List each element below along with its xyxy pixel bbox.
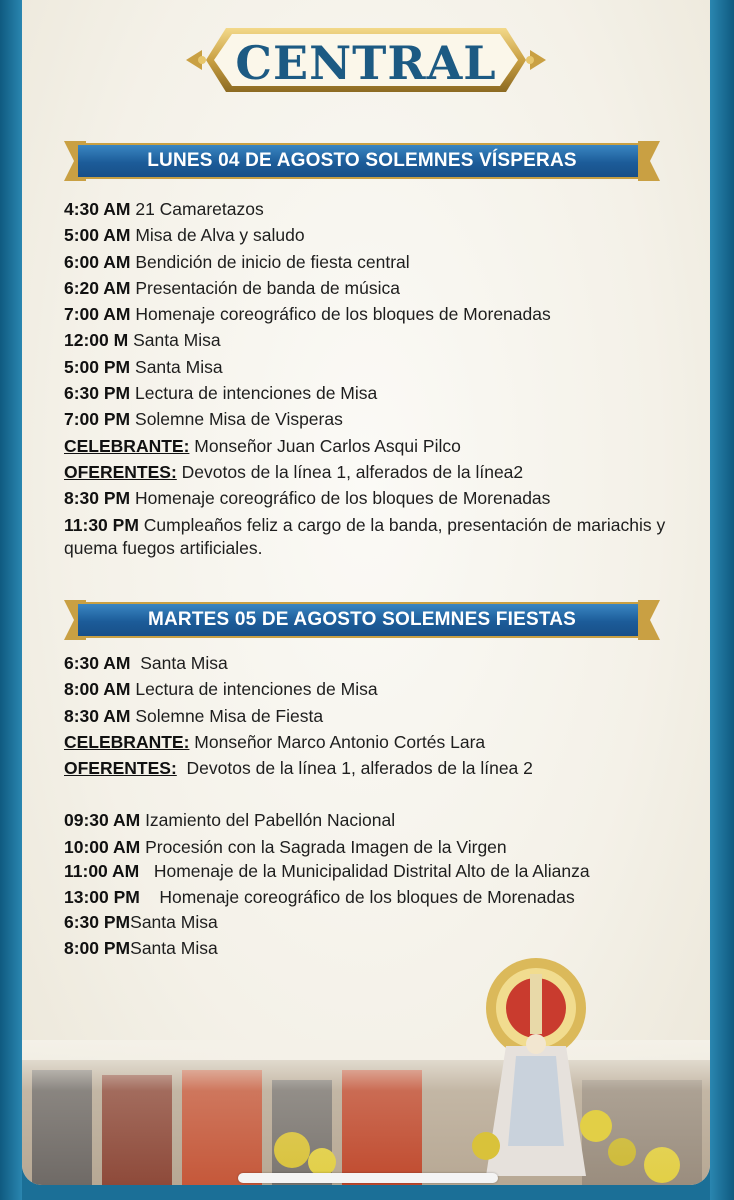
event-time: 5:00 AM — [64, 225, 131, 246]
event-text: Homenaje coreográfico de los bloques de Morenadas — [159, 887, 575, 908]
celebrant-name: Monseñor Marco Antonio Cortés Lara — [194, 731, 486, 752]
list-item — [64, 703, 674, 729]
celebrant-name: Monseñor Juan Carlos Asqui Pilco — [194, 435, 461, 456]
event-text: Solemne Misa de Fiesta — [135, 705, 324, 726]
event-time: 8:30 AM — [64, 705, 131, 726]
day2-schedule — [64, 650, 674, 962]
day1-schedule — [64, 196, 674, 560]
event-text: Santa Misa — [135, 356, 223, 377]
event-time: 4:30 AM — [64, 199, 131, 219]
virgin-statue-image — [446, 946, 646, 1185]
poster — [22, 0, 710, 1185]
event-text: Izamiento del Pabellón Nacional — [145, 810, 396, 831]
event-text: Homenaje de la Municipalidad Distrital Alto de la Alianza — [153, 861, 590, 882]
event-text: Misa de Alva y saludo — [135, 225, 305, 246]
event-text: Presentación de banda de música — [135, 277, 400, 298]
list-item — [64, 380, 674, 406]
list-item — [64, 249, 674, 275]
event-text: Lectura de intenciones de Misa — [135, 679, 378, 700]
event-time: 6:30 PM — [64, 912, 131, 933]
list-item — [64, 222, 674, 248]
event-time: 13:00 PM — [64, 887, 140, 908]
day2-banner — [64, 600, 660, 640]
list-item — [64, 275, 674, 301]
day2-header: MARTES 05 DE AGOSTO SOLEMNES FIESTAS — [147, 609, 577, 630]
event-text: Bendición de inicio de fiesta central — [135, 251, 410, 272]
offerers-row — [64, 755, 674, 781]
event-text: Santa Misa — [130, 938, 218, 959]
event-text: Santa Misa — [130, 912, 218, 933]
celebrant-row — [64, 433, 674, 459]
list-item — [64, 196, 674, 222]
right-frame-border — [710, 0, 734, 1200]
list-item — [64, 860, 674, 883]
event-time: 8:30 PM — [64, 488, 131, 509]
event-text: Santa Misa — [133, 330, 221, 351]
list-item — [64, 327, 674, 353]
offerers-text: Devotos de la línea 1, alferados de la línea 2 — [186, 758, 533, 779]
event-time: 12:00 M — [64, 330, 129, 351]
event-text: Homenaje coreográfico de los bloques de Morenadas — [135, 304, 551, 325]
list-item — [64, 909, 674, 935]
offerers-text: Devotos de la línea 1, alferados de la línea2 — [181, 461, 524, 482]
celebrant-label: CELEBRANTE: — [64, 731, 190, 752]
list-item — [64, 406, 674, 432]
event-time: 6:20 AM — [64, 277, 131, 298]
day1-banner — [64, 141, 660, 181]
list-item — [64, 354, 674, 380]
event-time: 6:30 PM — [64, 383, 131, 404]
list-item — [64, 485, 674, 511]
offerers-row — [64, 459, 674, 485]
home-indicator[interactable] — [238, 1173, 498, 1183]
event-text: Procesión con la Sagrada Imagen de la Virgen — [145, 836, 507, 857]
day1-header: LUNES 04 DE AGOSTO SOLEMNES VÍSPERAS — [147, 150, 577, 171]
title-plaque — [182, 14, 550, 106]
offerers-label: OFERENTES: — [64, 461, 177, 482]
celebrant-label: CELEBRANTE: — [64, 435, 190, 456]
offerers-label: OFERENTES: — [64, 758, 177, 779]
page-title: CENTRAL — [235, 36, 497, 90]
event-text: Lectura de intenciones de Misa — [135, 383, 378, 404]
event-text: Homenaje coreográfico de los bloques de Morenadas — [135, 488, 551, 509]
event-time: 11:00 AM — [64, 861, 140, 882]
event-time: 6:30 AM — [64, 653, 131, 673]
event-text: 21 Camaretazos — [135, 199, 264, 219]
event-time: 5:00 PM — [64, 356, 131, 377]
event-text: Solemne Misa de Visperas — [135, 409, 343, 430]
event-text: Cumpleaños feliz a cargo de la banda, presentación de mariachis y quema fuegos artificiales. — [64, 514, 666, 558]
event-text: Santa Misa — [140, 653, 228, 673]
left-frame-border — [0, 0, 22, 1200]
list-item — [64, 834, 674, 860]
list-item — [64, 650, 674, 676]
event-time: 10:00 AM — [64, 836, 141, 857]
event-time: 7:00 PM — [64, 409, 131, 430]
event-time: 6:00 AM — [64, 251, 131, 272]
list-item — [64, 886, 674, 909]
celebrant-row — [64, 729, 674, 755]
list-item — [64, 301, 674, 327]
event-time: 8:00 AM — [64, 679, 131, 700]
event-time: 09:30 AM — [64, 810, 141, 831]
event-time: 8:00 PM — [64, 938, 131, 959]
event-time: 11:30 PM — [64, 514, 139, 535]
event-time: 7:00 AM — [64, 304, 131, 325]
list-item — [64, 807, 674, 833]
list-item — [64, 514, 674, 560]
list-item — [64, 676, 674, 702]
